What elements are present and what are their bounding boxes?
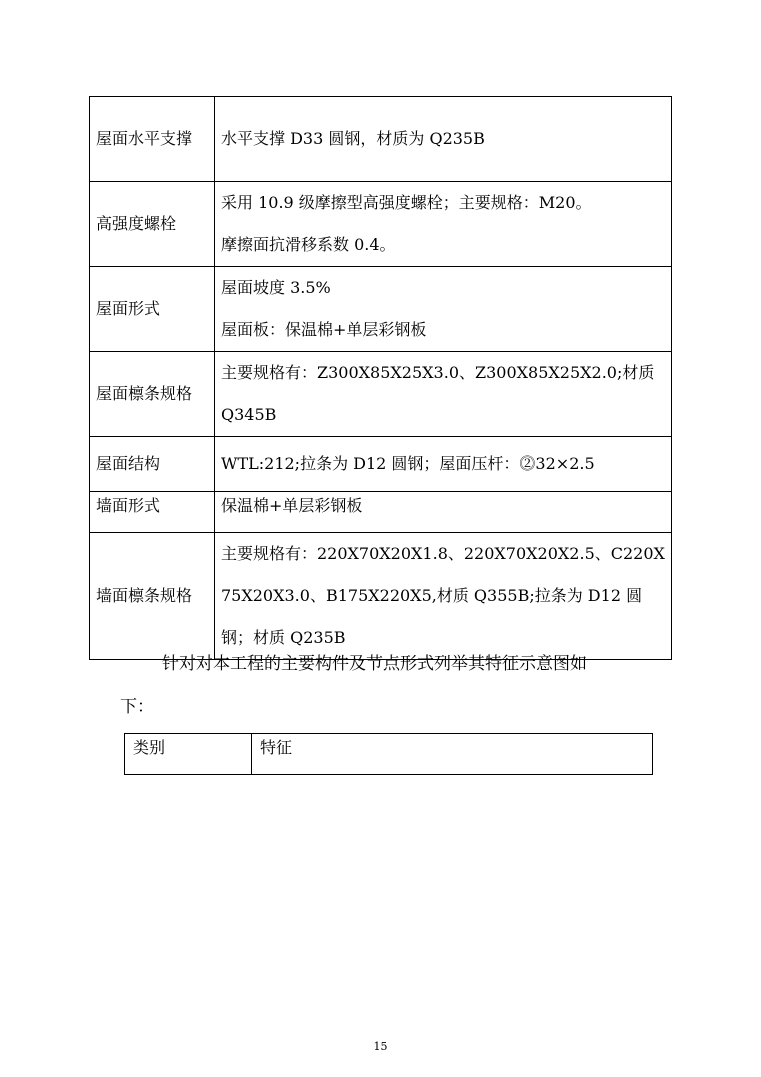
row-value: 主要规格有：220X70X20X1.8、220X70X20X2.5、C220X75X20X3.0、B175X220X5,材质 Q355B;拉条为 D12 圆钢；材质 Q235B — [215, 533, 672, 660]
row-value-line: 屋面板：保温棉+单层彩钢板 — [221, 320, 427, 339]
table-row — [90, 352, 672, 437]
row-value — [215, 97, 672, 182]
table-row — [90, 533, 672, 660]
table-row — [90, 492, 672, 533]
row-value-line: 摩擦面抗滑移系数 0.4。 — [221, 235, 396, 254]
row-value-line: 采用 10.9 级摩擦型高强度螺栓；主要规格：M20。 — [221, 193, 592, 212]
table-row — [90, 437, 672, 492]
intro-paragraph-line-1: 针对对本工程的主要构件及节点形式列举其特征示意图如 — [162, 654, 587, 674]
row-label: 墙面檩条规格 — [90, 533, 215, 660]
table-row — [90, 267, 672, 352]
table-row — [90, 97, 672, 182]
row-label: 屋面水平支撑 — [90, 97, 215, 182]
table-row — [90, 182, 672, 267]
row-label: 高强度螺栓 — [90, 182, 215, 267]
row-label: 墙面形式 — [90, 492, 215, 533]
row-label: 屋面檩条规格 — [90, 352, 215, 437]
intro-paragraph-line-2: 下： — [120, 697, 154, 717]
row-label: 屋面形式 — [90, 267, 215, 352]
category-table — [124, 733, 653, 775]
row-value — [215, 182, 672, 267]
spec-table — [89, 96, 672, 660]
header-feature: 特征 — [252, 734, 653, 775]
row-label: 屋面结构 — [90, 437, 215, 492]
row-value: 主要规格有：Z300X85X25X3.0、Z300X85X25X2.0;材质 Q345B — [215, 352, 672, 437]
row-value-line: 屋面坡度 3.5% — [221, 278, 331, 297]
row-value-line: 水平支撑 D33 圆钢，材质为 Q235B — [221, 129, 485, 148]
header-category: 类别 — [125, 734, 252, 775]
row-value: WTL:212;拉条为 D12 圆钢；屋面压杆：⓶32×2.5 — [215, 437, 672, 492]
page-number: 15 — [373, 1040, 388, 1053]
row-value: 保温棉+单层彩钢板 — [215, 492, 672, 533]
row-value — [215, 267, 672, 352]
table-header-row — [125, 734, 653, 775]
